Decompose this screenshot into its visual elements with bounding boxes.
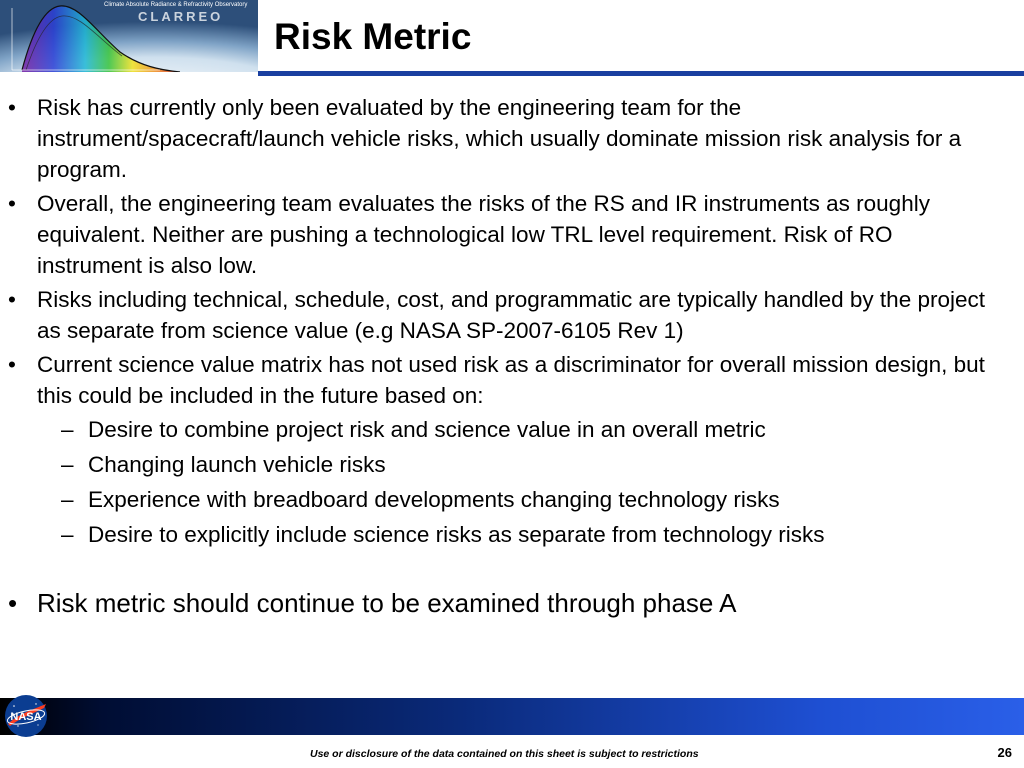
footer-bar [0,698,1024,735]
bullet-text: Risk metric should continue to be examined through phase A [37,588,737,618]
bullet-list [0,92,1024,623]
bullet-marker: • [8,191,16,216]
bullet-text: Experience with breadboard developments changing technology risks [88,487,780,512]
bullet-item [0,349,1024,411]
banner-mission-name: CLARREO [138,9,224,24]
bullet-item [0,586,1024,620]
bullet-marker: • [8,588,18,618]
bullet-marker: • [8,352,16,377]
nasa-logo-text: NASA [10,711,42,723]
title-underline [258,71,1024,76]
page-title: Risk Metric [274,16,472,57]
header-banner-image [0,0,258,72]
sub-bullet-item [0,449,1024,480]
bullet-item [0,92,1024,185]
bullet-text: Risk has currently only been evaluated by the engineering team for the instrument/spacecraft/launch vehicle risks, which usually dominate mission risk analysis for a program. [37,95,962,182]
dash-marker: – [61,522,74,547]
bullet-text: Desire to explicitly include science risks as separate from technology risks [88,522,825,547]
bullet-text: Desire to combine project risk and science value in an overall metric [88,417,766,442]
bullet-marker: • [8,287,16,312]
sub-bullet-item [0,519,1024,550]
page-number: 26 [997,745,1012,760]
dash-marker: – [61,487,74,512]
footer-disclaimer: Use or disclosure of the data contained on this sheet is subject to restrictions [310,748,699,760]
bullet-marker: • [8,95,16,120]
bullet-item [0,284,1024,346]
bullet-item [0,188,1024,281]
banner-caption: Climate Absolute Radiance & Refractivity Observatory [104,2,248,8]
sub-bullet-item [0,484,1024,515]
bullet-text: Overall, the engineering team evaluates the risks of the RS and IR instruments as roughly equivalent. Neither are pushing a technological low TRL level requirement. Risk of RO instrument is also low. [37,191,930,278]
dash-marker: – [61,452,74,477]
bullet-text: Risks including technical, schedule, cost, and programmatic are typically handled by the project as separate from science value (e.g NASA SP-2007-6105 Rev 1) [37,287,985,343]
dash-marker: – [61,417,74,442]
bullet-text: Changing launch vehicle risks [88,452,386,477]
bullet-text: Current science value matrix has not used risk as a discriminator for overall mission design, but this could be included in the future based on: [37,352,985,408]
sub-bullet-item [0,414,1024,445]
nasa-logo-icon [2,692,50,740]
